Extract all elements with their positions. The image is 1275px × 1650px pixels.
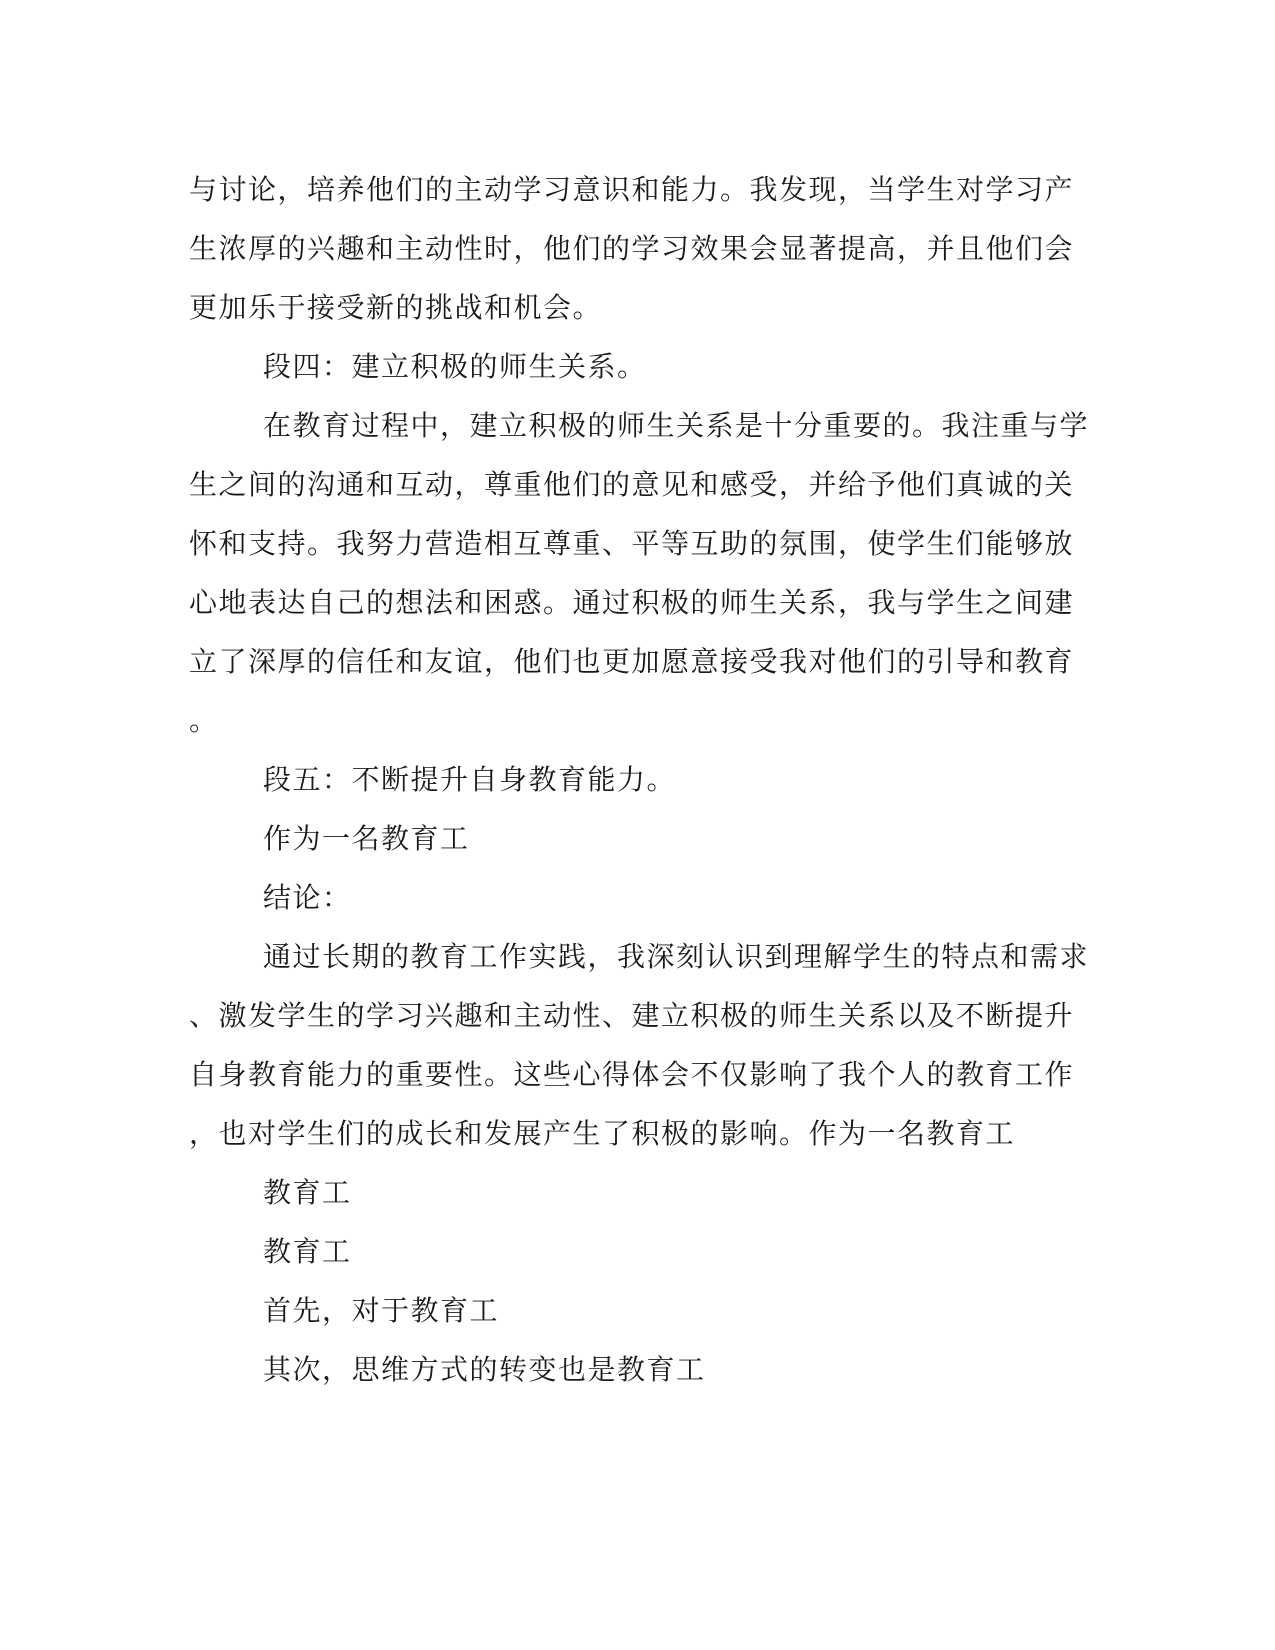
text-line: 其次，思维方式的转变也是教育工 [263, 1353, 706, 1386]
text-line: 在教育过程中，建立积极的师生关系是十分重要的。我注重与学 [263, 409, 1090, 442]
text-line: 生浓厚的兴趣和主动性时，他们的学习效果会显著提高，并且他们会 [189, 232, 1075, 265]
text-line: 教育工 [263, 1176, 352, 1209]
document-body [189, 160, 1090, 1399]
text-line: 首先，对于教育工 [263, 1294, 500, 1327]
section-heading: 结论： [263, 881, 352, 914]
text-line: 、激发学生的学习兴趣和主动性、建立积极的师生关系以及不断提升 [189, 999, 1075, 1032]
text-line: 作为一名教育工 [263, 822, 470, 855]
section-heading: 段四：建立积极的师生关系。 [263, 350, 647, 383]
text-line: 立了深厚的信任和友谊，他们也更加愿意接受我对他们的引导和教育 [189, 645, 1075, 678]
text-line: 自身教育能力的重要性。这些心得体会不仅影响了我个人的教育工作 [189, 1058, 1075, 1091]
text-line: 与讨论，培养他们的主动学习意识和能力。我发现，当学生对学习产 [189, 173, 1075, 206]
text-line: 怀和支持。我努力营造相互尊重、平等互助的氛围，使学生们能够放 [189, 527, 1075, 560]
text-line: ，也对学生们的成长和发展产生了积极的影响。作为一名教育工 [189, 1117, 1016, 1150]
text-line: 生之间的沟通和互动，尊重他们的意见和感受，并给予他们真诚的关 [189, 468, 1075, 501]
text-line: 心地表达自己的想法和困惑。通过积极的师生关系，我与学生之间建 [189, 586, 1075, 619]
text-line: 更加乐于接受新的挑战和机会。 [189, 291, 603, 324]
text-line: 。 [189, 704, 219, 737]
section-heading: 段五：不断提升自身教育能力。 [263, 763, 677, 796]
text-line: 通过长期的教育工作实践，我深刻认识到理解学生的特点和需求 [263, 940, 1090, 973]
text-line: 教育工 [263, 1235, 352, 1268]
